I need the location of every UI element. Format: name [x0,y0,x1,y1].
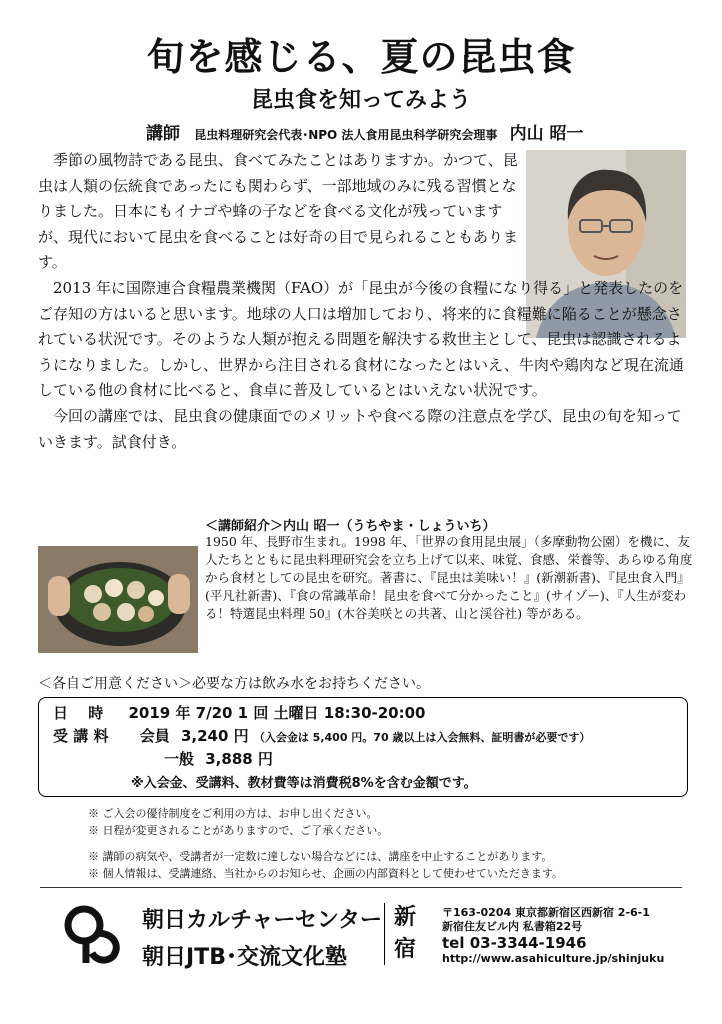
general-fee-row [164,748,273,769]
lecturer-label: 講師 [146,124,180,144]
phone-number: tel 03-3344-1946 [442,934,587,952]
website-link[interactable]: http://www.asahiculture.jp/shinjuku [442,952,665,965]
article-paragraph: 2013 年に国際連合食糧農業機関（FAO）が「昆虫が今後の食糧になり得る」と発表したのをご存知の方はいると思います。地球の人口は増加しており、将来的に食糧難に陥ることが懸念されている状況です。そのような人類が抱える問題を解決する救世主として、昆虫は認識されるようになりました。しかし、世界から注目される食材になったとはいえ、牛肉や鶏肉など現在流通している他の食材に比べると、食卓に普及しているとはいえない状況です。 [38,278,684,400]
article-body [38,148,692,455]
asahi-culture-logo-icon [62,903,126,965]
note-item: ※ ご入会の優待制度をご利用の方は、お申し出ください。 [88,807,378,820]
profile-text: 1950 年、長野市生まれ。1998 年、「世界の食用昆虫展」（多摩動物公園）を機に、友人たちとともに昆虫料理研究会を立ち上げて以来、味覚、食感、栄養等、あらゆる角度から食材としての昆虫を研究。著書に、『昆虫は美味い！』(新潮新書)、『昆虫食入門』(平凡社新書)、『食の常識革命！昆虫を食べて分かったこと』(サイゾー)、『人生が変わる！特選昆虫料理 50』(木谷美咲との共著、山と渓谷社) 等がある。 [205,534,693,621]
fee-label: 受 講 料 [53,727,109,745]
member-fee-row [53,725,590,746]
article-paragraph: 今回の講座では、昆虫食の健康面でのメリットや食べる際の注意点を学び、昆虫の旬を知っていきます。試食付き。 [38,406,682,451]
member-fee: 3,240 円 [180,727,249,745]
insect-dish-photo [38,546,198,653]
general-fee: 3,888 円 [205,750,273,768]
lecturer-name: 内山 昭一 [509,124,584,144]
address-line: 新宿住友ビル内 私書箱22号 [442,920,583,933]
date-label: 日 時 [53,704,104,722]
profile-heading: ＜講師紹介＞内山 昭一（うちやま・しょういち） [205,519,496,534]
note-item: ※ 日程が変更されることがありますので、ご了承ください。 [88,824,389,837]
date-row [53,702,426,723]
page-title: 旬を感じる、夏の昆虫食 [146,35,576,79]
member-fee-note: （入会金は 5,400 円。70 歳以上は入会無料、証明書が必要です） [253,731,591,744]
contact-info [442,906,664,966]
member-label: 会員 [139,727,170,745]
org-name-culture-center: 朝日カルチャーセンター [142,908,383,933]
date-value: 2019 年 7/20 1 回 土曜日 18:30-20:00 [128,704,426,722]
bring-notice: ＜各自ご用意ください＞必要な方は飲み水をお持ちください。 [38,676,430,692]
org-name-jtb: 朝日JTB･交流文化塾 [142,945,347,970]
tax-note: ※入会金、受講料、教材費等は消費税8%を含む金額です。 [131,776,477,791]
course-info-box [38,697,688,797]
general-label: 一般 [164,750,195,768]
note-item: ※ 個人情報は、受講連絡、当社からのお知らせ、企画の内部資料として使わせていただきます。 [88,867,563,880]
branch-name [392,902,418,966]
article-paragraph: 季節の風物詩である昆虫、食べてみたことはありますか。かつて、昆虫は人類の伝統食であったにも関わらず、一部地域のみに残る習慣となりました。日本にもイナゴや蜂の子などを食べる文化が残っていますが、現代において昆虫を食べることは好奇の目で見られることもあります。 [38,151,519,272]
address-line: 〒163-0204 東京都新宿区西新宿 2-6-1 [442,906,650,919]
branch-char: 宿 [393,937,416,962]
note-item: ※ 講師の病気や、受講者が一定数に達しない場合などには、講座を中止することがあります。 [88,850,553,863]
lecturer-line [146,119,584,144]
branch-char: 新 [393,905,416,930]
page-subtitle: 昆虫食を知ってみよう [250,88,471,113]
footer-separator [384,903,385,965]
notes-list [88,805,563,882]
footer-divider [40,887,682,888]
lecturer-affiliation: 昆虫料理研究会代表･NPO 法人食用昆虫科学研究会理事 [194,128,498,142]
